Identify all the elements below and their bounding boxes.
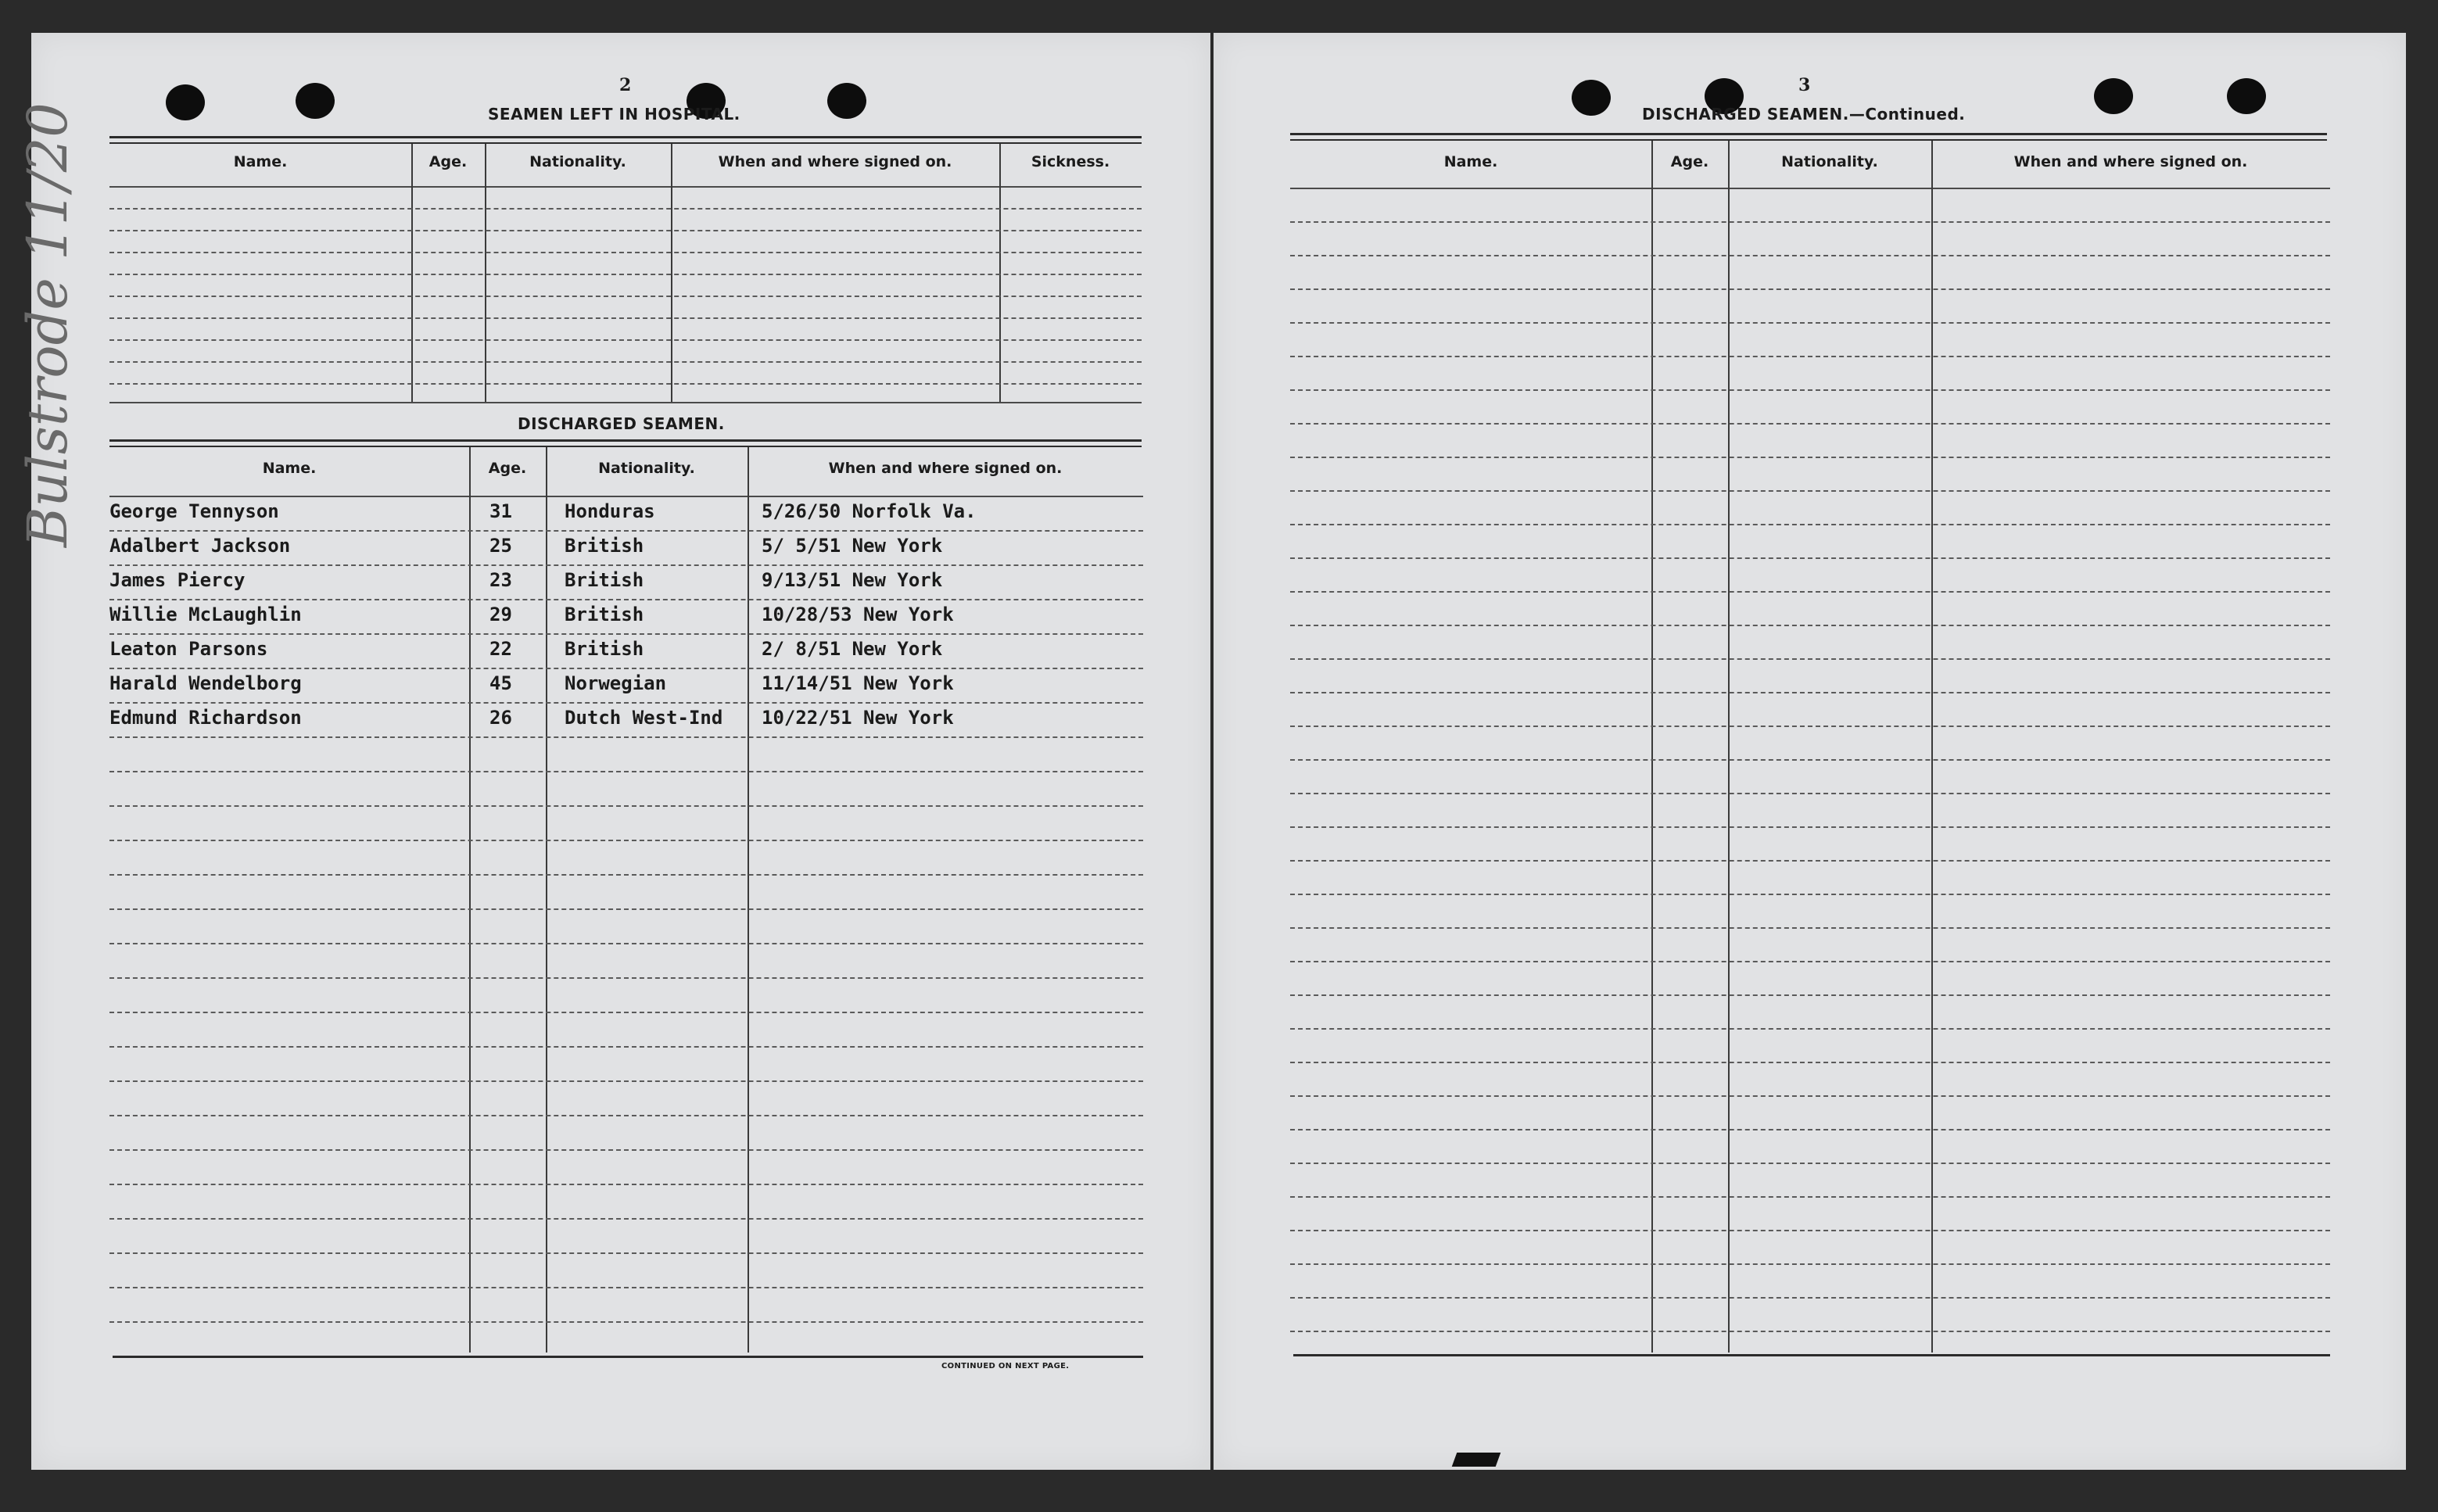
ruled-line (109, 208, 1142, 210)
ruled-line (1290, 759, 2330, 761)
ruled-line (1290, 994, 2330, 996)
ruled-line (1290, 557, 2330, 559)
ruled-line (1290, 389, 2330, 391)
ruled-line (109, 1287, 1143, 1288)
discharged-section-title: DISCHARGED SEAMEN. (518, 414, 725, 433)
ruled-line (1290, 1028, 2330, 1030)
ruled-line (109, 1149, 1143, 1151)
ruled-line (109, 1115, 1143, 1116)
ruled-line (1290, 726, 2330, 727)
table-rule (109, 142, 1142, 144)
ruled-line (1290, 524, 2330, 525)
ruled-line (109, 1321, 1143, 1323)
column-divider (485, 144, 486, 402)
cell-signed-on: 5/ 5/51 New York (762, 535, 943, 557)
ruled-line (109, 840, 1143, 841)
column-divider (546, 447, 547, 1353)
ruled-line (109, 1218, 1143, 1220)
cell-name: Edmund Richardson (109, 707, 302, 729)
table-rule (109, 136, 1142, 138)
ruled-line (1290, 591, 2330, 593)
ruled-line (1290, 1163, 2330, 1164)
continued-col-header: Age. (1670, 153, 1709, 170)
continued-col-header: Name. (1443, 153, 1498, 170)
cell-nationality: Honduras (565, 500, 655, 522)
ruled-line (1290, 1297, 2330, 1299)
margin-handwritten-note: Bulstrode 11/20 (16, 102, 80, 547)
ruled-line (109, 943, 1143, 944)
ruled-line (1290, 927, 2330, 929)
ruled-line (1290, 625, 2330, 626)
ruled-line (1290, 457, 2330, 458)
ruled-line (1290, 658, 2330, 660)
ruled-line (1290, 255, 2330, 256)
table-rule (113, 1356, 1143, 1358)
ruled-line (109, 633, 1143, 635)
ruled-line (109, 874, 1143, 876)
clip-tab (1452, 1453, 1501, 1467)
hospital-col-header: Sickness. (1031, 153, 1110, 170)
punch-hole (2094, 78, 2133, 114)
punch-hole (2227, 78, 2266, 114)
left-page (31, 33, 1210, 1470)
discharged-col-header: Age. (488, 460, 527, 477)
continued-col-header: When and where signed on. (2013, 153, 2248, 170)
table-rule (1290, 133, 2327, 135)
header-underline (109, 186, 1142, 188)
ruled-line (109, 599, 1143, 600)
ruled-line (1290, 894, 2330, 895)
column-divider (748, 447, 749, 1353)
cell-name: George Tennyson (109, 500, 279, 522)
ruled-line (1290, 961, 2330, 962)
cell-nationality: British (565, 535, 644, 557)
ruled-line (109, 361, 1142, 363)
cell-name: Willie McLaughlin (109, 604, 302, 625)
cell-name: James Piercy (109, 569, 246, 591)
ruled-line (109, 1046, 1143, 1048)
ruled-line (109, 564, 1143, 566)
discharged-col-header: Name. (262, 460, 317, 477)
table-rule (109, 439, 1142, 442)
ruled-line (1290, 1062, 2330, 1063)
ruled-line (109, 668, 1143, 669)
ruled-line (109, 530, 1143, 532)
cell-name: Adalbert Jackson (109, 535, 291, 557)
column-divider (411, 144, 413, 402)
continued-note: CONTINUED ON NEXT PAGE. (941, 1362, 1070, 1370)
cell-age: 25 (489, 535, 512, 557)
ruled-line (109, 1012, 1143, 1013)
cell-signed-on: 5/26/50 Norfolk Va. (762, 500, 977, 522)
cell-name: Harald Wendelborg (109, 672, 302, 694)
cell-nationality: Dutch West-Ind (565, 707, 723, 729)
hospital-col-header: Age. (428, 153, 468, 170)
ruled-line (1290, 1230, 2330, 1231)
table-rule (1293, 1354, 2330, 1356)
ruled-line (1290, 1196, 2330, 1198)
ruled-line (109, 771, 1143, 772)
ruled-line (109, 317, 1142, 319)
ruled-line (109, 977, 1143, 979)
cell-nationality: British (565, 604, 644, 625)
ruled-line (1290, 1331, 2330, 1332)
cell-age: 23 (489, 569, 512, 591)
ruled-line (109, 252, 1142, 253)
cell-age: 45 (489, 672, 512, 694)
hospital-section-title: SEAMEN LEFT IN HOSPITAL. (488, 105, 740, 124)
ruled-line (1290, 221, 2330, 223)
column-divider (999, 144, 1001, 402)
hospital-col-header: Name. (233, 153, 288, 170)
column-divider (469, 447, 471, 1353)
ruled-line (1290, 1129, 2330, 1130)
header-underline (1290, 188, 2330, 189)
discharged-col-header: Nationality. (598, 460, 695, 477)
continued-col-header: Nationality. (1781, 153, 1878, 170)
cell-age: 29 (489, 604, 512, 625)
punch-hole (827, 83, 866, 119)
page-number: 2 (619, 75, 632, 95)
punch-hole (166, 84, 205, 120)
ruled-line (1290, 1095, 2330, 1097)
ruled-line (1290, 692, 2330, 693)
cell-name: Leaton Parsons (109, 638, 268, 660)
ruled-line (1290, 490, 2330, 492)
cell-signed-on: 2/ 8/51 New York (762, 638, 943, 660)
page-number: 3 (1798, 75, 1811, 95)
cell-nationality: British (565, 569, 644, 591)
ruled-line (1290, 860, 2330, 862)
cell-age: 26 (489, 707, 512, 729)
ruled-line (109, 230, 1142, 231)
discharged-col-header: When and where signed on. (828, 460, 1063, 477)
ruled-line (109, 1184, 1143, 1185)
ruled-line (109, 805, 1143, 807)
cell-age: 31 (489, 500, 512, 522)
ruled-line (109, 1252, 1143, 1254)
header-underline (109, 496, 1143, 497)
ruled-line (1290, 423, 2330, 425)
ruled-line (1290, 356, 2330, 357)
right-page (1214, 33, 2406, 1470)
ruled-line (1290, 322, 2330, 324)
ruled-line (109, 702, 1143, 704)
cell-nationality: British (565, 638, 644, 660)
ruled-line (1290, 826, 2330, 828)
ruled-line (1290, 1263, 2330, 1265)
cell-signed-on: 10/22/51 New York (762, 707, 954, 729)
ruled-line (1290, 793, 2330, 794)
hospital-col-header: When and where signed on. (718, 153, 952, 170)
ruled-line (109, 339, 1142, 341)
table-bottom-rule (109, 402, 1142, 403)
ruled-line (109, 383, 1142, 385)
ruled-line (1290, 288, 2330, 290)
ruled-line (109, 736, 1143, 738)
ruled-line (109, 908, 1143, 910)
hospital-col-header: Nationality. (529, 153, 626, 170)
cell-nationality: Norwegian (565, 672, 667, 694)
table-rule (109, 446, 1142, 447)
cell-signed-on: 9/13/51 New York (762, 569, 943, 591)
table-rule (1290, 139, 2327, 141)
cell-age: 22 (489, 638, 512, 660)
column-divider (671, 144, 672, 402)
punch-hole (1572, 80, 1611, 116)
ruled-line (109, 1080, 1143, 1082)
ruled-line (109, 296, 1142, 297)
cell-signed-on: 10/28/53 New York (762, 604, 954, 625)
punch-hole (296, 83, 335, 119)
ruled-line (109, 274, 1142, 275)
cell-signed-on: 11/14/51 New York (762, 672, 954, 694)
continued-section-title: DISCHARGED SEAMEN.—Continued. (1642, 105, 1966, 124)
